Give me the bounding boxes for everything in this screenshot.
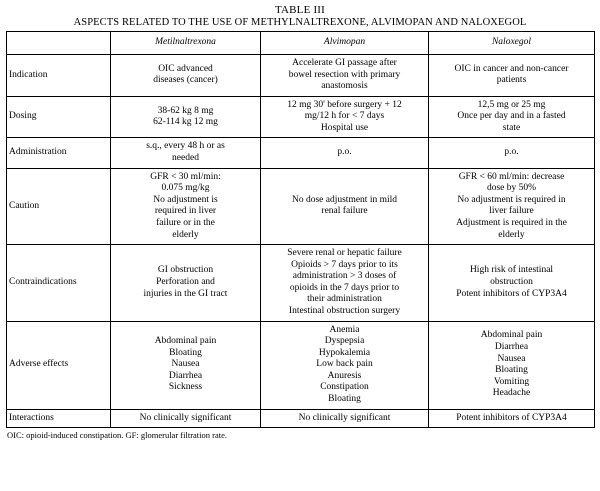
row-label-dosing: Dosing [7, 96, 111, 138]
cell-line: Severe renal or hepatic failure [287, 248, 402, 259]
table-row [7, 138, 595, 168]
header-row [7, 32, 595, 55]
cell-administration-naloxegol [429, 138, 595, 168]
cell-line: anastomosis [321, 81, 368, 92]
comparison-table [6, 31, 595, 428]
table-row [7, 55, 595, 97]
cell-interactions-alvimopan [261, 409, 429, 428]
cell-dosing-naloxegol [429, 96, 595, 138]
cell-line: GI obstruction [157, 265, 214, 276]
cell-line: Bloating [169, 347, 202, 358]
cell-line: No adjustment is [153, 194, 218, 205]
cell-line: Bloating [495, 365, 528, 376]
cell-line: No clinically significant [298, 412, 391, 423]
header-cell-methylnaltrexone: Metilnaltrexona [111, 32, 261, 55]
table-header [7, 32, 595, 55]
cell-caution-naloxegol [429, 168, 595, 244]
cell-caution-alvimopan [261, 168, 429, 244]
cell-line: elderly [172, 229, 199, 240]
cell-line: p.o. [337, 147, 352, 158]
cell-indication-methylnaltrexone [111, 55, 261, 97]
cell-line: obstruction [490, 277, 533, 288]
cell-line: No adjustment is required in [457, 194, 566, 205]
cell-line: elderly [498, 229, 525, 240]
cell-line: Diarrhea [494, 341, 529, 352]
cell-line: Hypokalemia [318, 347, 371, 358]
cell-line: 12,5 mg or 25 mg [477, 99, 546, 110]
header-cell-alvimopan: Alvimopan [261, 32, 429, 55]
cell-indication-naloxegol [429, 55, 595, 97]
cell-adverse-effects-methylnaltrexone [111, 321, 261, 409]
cell-line: Opioids > 7 days prior to its [291, 259, 398, 270]
table-body [7, 55, 595, 428]
cell-line: Sickness [168, 382, 203, 393]
cell-line: administration > 3 doses of [292, 271, 397, 282]
cell-line: 38-62 kg 8 mg [157, 105, 214, 116]
cell-line: diseases (cancer) [153, 75, 218, 86]
cell-line: Nausea [171, 359, 200, 370]
cell-line: mg/12 h for < 7 days [304, 111, 385, 122]
cell-interactions-methylnaltrexone [111, 409, 261, 428]
cell-line: Potent inhibitors of CYP3A4 [456, 288, 567, 299]
cell-line: Nausea [497, 353, 526, 364]
cell-line: Accelerate GI passage after [292, 58, 397, 68]
cell-dosing-methylnaltrexone [111, 96, 261, 138]
cell-line: Diarrhea [168, 370, 203, 381]
cell-administration-methylnaltrexone [111, 138, 261, 168]
cell-line: Potent inhibitors of CYP3A4 [456, 412, 567, 423]
cell-line: Intestinal obstruction surgery [288, 305, 401, 316]
cell-adverse-effects-naloxegol [429, 321, 595, 409]
cell-caution-methylnaltrexone [111, 168, 261, 244]
table-row [7, 96, 595, 138]
cell-line: OIC advanced [158, 63, 213, 74]
cell-line: Adjustment is required in the [456, 217, 567, 228]
cell-line: opioids in the 7 days prior to [289, 282, 400, 293]
row-label-indication: Indication [7, 55, 111, 97]
header-cell-naloxegol: Naloxegol [429, 32, 595, 55]
cell-line: Dyspepsia [324, 336, 365, 347]
table-title: ASPECTS RELATED TO THE USE OF METHYLNALTREXONE, ALVIMOPAN AND NALOXEGOL [73, 17, 527, 28]
cell-line: state [502, 122, 521, 133]
cell-line: dose by 50% [486, 183, 537, 194]
cell-line: needed [172, 153, 199, 164]
cell-contraindications-methylnaltrexone [111, 245, 261, 321]
cell-line: failure or in the [156, 217, 215, 228]
cell-line: No dose adjustment in mild [291, 194, 398, 205]
cell-line: liver failure [489, 206, 534, 217]
cell-line: patients [496, 75, 527, 86]
table-label: TABLE III [274, 4, 326, 16]
cell-line: 62-114 kg 12 mg [153, 117, 218, 128]
row-label-adverse-effects: Adverse effects [7, 321, 111, 409]
cell-line: 0.075 mg/kg [161, 183, 210, 194]
cell-contraindications-alvimopan [261, 245, 429, 321]
cell-line: bowel resection with primary [288, 69, 401, 80]
cell-line: Hospital use [320, 122, 369, 133]
row-label-caution: Caution [7, 168, 111, 244]
cell-line: Bloating [328, 394, 361, 405]
cell-line: Abdominal pain [154, 336, 217, 347]
row-label-interactions: Interactions [7, 409, 111, 428]
cell-line: High risk of intestinal [469, 265, 554, 276]
row-label-administration: Administration [7, 138, 111, 168]
cell-line: s.q., every 48 h or as [146, 141, 225, 152]
cell-line: required in liver [154, 206, 217, 217]
header-cell-corner [7, 32, 111, 55]
cell-line: injuries in the GI tract [143, 288, 228, 299]
cell-contraindications-naloxegol [429, 245, 595, 321]
cell-adverse-effects-alvimopan [261, 321, 429, 409]
cell-line: p.o. [504, 147, 519, 158]
cell-line: Constipation [320, 382, 369, 393]
cell-line: Abdominal pain [480, 330, 543, 341]
cell-line: OIC in cancer and non-cancer [454, 63, 569, 74]
table-row [7, 168, 595, 244]
cell-line: GFR < 30 ml/min: [150, 171, 221, 182]
table-row [7, 245, 595, 321]
cell-line: Perforation and [156, 277, 215, 288]
cell-line: Low back pain [316, 359, 373, 370]
row-label-contraindications: Contraindications [7, 245, 111, 321]
cell-line: No clinically significant [139, 412, 232, 423]
cell-line: Headache [492, 388, 531, 399]
cell-line: Anuresis [327, 370, 362, 381]
cell-line: renal failure [321, 206, 368, 217]
cell-line: 12 mg 30' before surgery + 12 [287, 99, 402, 110]
table-row [7, 321, 595, 409]
cell-administration-alvimopan [261, 138, 429, 168]
cell-line: Anemia [329, 324, 360, 335]
cell-line: Vomiting [493, 376, 530, 387]
cell-line: their administration [307, 294, 382, 305]
cell-line: Once per day and in a fasted [457, 111, 566, 122]
cell-dosing-alvimopan [261, 96, 429, 138]
table-row [7, 409, 595, 428]
cell-indication-alvimopan [261, 55, 429, 97]
table-footnote: OIC: opioid-induced constipation. GF: glomerular filtration rate. [7, 430, 228, 441]
cell-line: GFR < 60 ml/min: decrease [458, 171, 565, 182]
cell-interactions-naloxegol [429, 409, 595, 428]
